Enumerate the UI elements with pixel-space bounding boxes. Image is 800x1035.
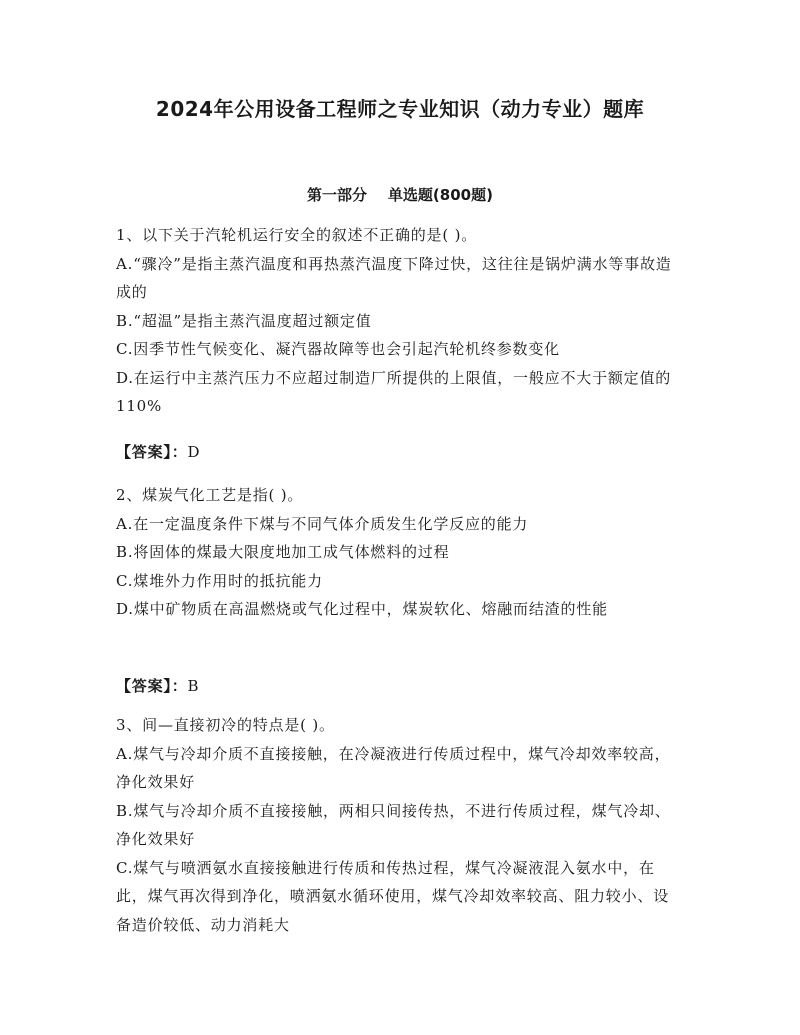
section-title: 第一部分 单选题(800题) (307, 186, 493, 204)
option-b: B.“超温”是指主蒸汽温度超过额定值 (116, 311, 372, 330)
question-stem: 1、以下关于汽轮机运行安全的叙述不正确的是( )。 (116, 226, 478, 244)
option-d: D.在运行中主蒸汽压力不应超过制造厂所提供的上限值，一般应不大于额定值的110% (116, 368, 672, 415)
option-c: C.煤堆外力作用时的抵抗能力 (116, 571, 323, 590)
option-a: A.在一定温度条件下煤与不同气体介质发生化学反应的能力 (116, 514, 529, 533)
option-c: C.因季节性气候变化、凝汽器故障等也会引起汽轮机终参数变化 (116, 340, 560, 358)
option-c: C.煤气与喷洒氨水直接接触进行传质和传热过程，煤气冷凝液混入氨水中，在此，煤气再次得到净化，喷洒氨水循环使用，煤气冷却效率较高、阻力较小、设备造价较低、动力消耗大 (116, 858, 670, 934)
question-2 (116, 481, 672, 624)
answer-value: D (187, 443, 201, 461)
option-b: B.将固体的煤最大限度地加工成气体燃料的过程 (116, 543, 450, 561)
answer-2 (116, 672, 672, 700)
answer-1 (116, 438, 672, 466)
answer-label: 【答案】： (116, 677, 188, 695)
question-stem: 3、间—直接初冷的特点是( )。 (116, 716, 335, 734)
answer-value: B (187, 677, 200, 695)
question-stem: 2、煤炭气化工艺是指( )。 (116, 486, 304, 504)
question-3 (116, 711, 672, 939)
option-a: A.煤气与冷却介质不直接接触，在冷凝液进行传质过程中，煤气冷却效率较高，净化效果好 (116, 744, 671, 791)
option-b: B.煤气与冷却介质不直接接触，两相只间接传热，不进行传质过程，煤气冷却、净化效果好 (116, 801, 671, 848)
answer-label: 【答案】： (116, 443, 188, 461)
question-1 (116, 221, 672, 421)
option-a: A.“骤冷”是指主蒸汽温度和再热蒸汽温度下降过快，这往往是锅炉满水等事故造成的 (116, 254, 672, 301)
document-title: 2024年公用设备工程师之专业知识（动力专业）题库 (155, 97, 645, 121)
option-d: D.煤中矿物质在高温燃烧或气化过程中，煤炭软化、熔融而结渣的性能 (116, 600, 608, 618)
